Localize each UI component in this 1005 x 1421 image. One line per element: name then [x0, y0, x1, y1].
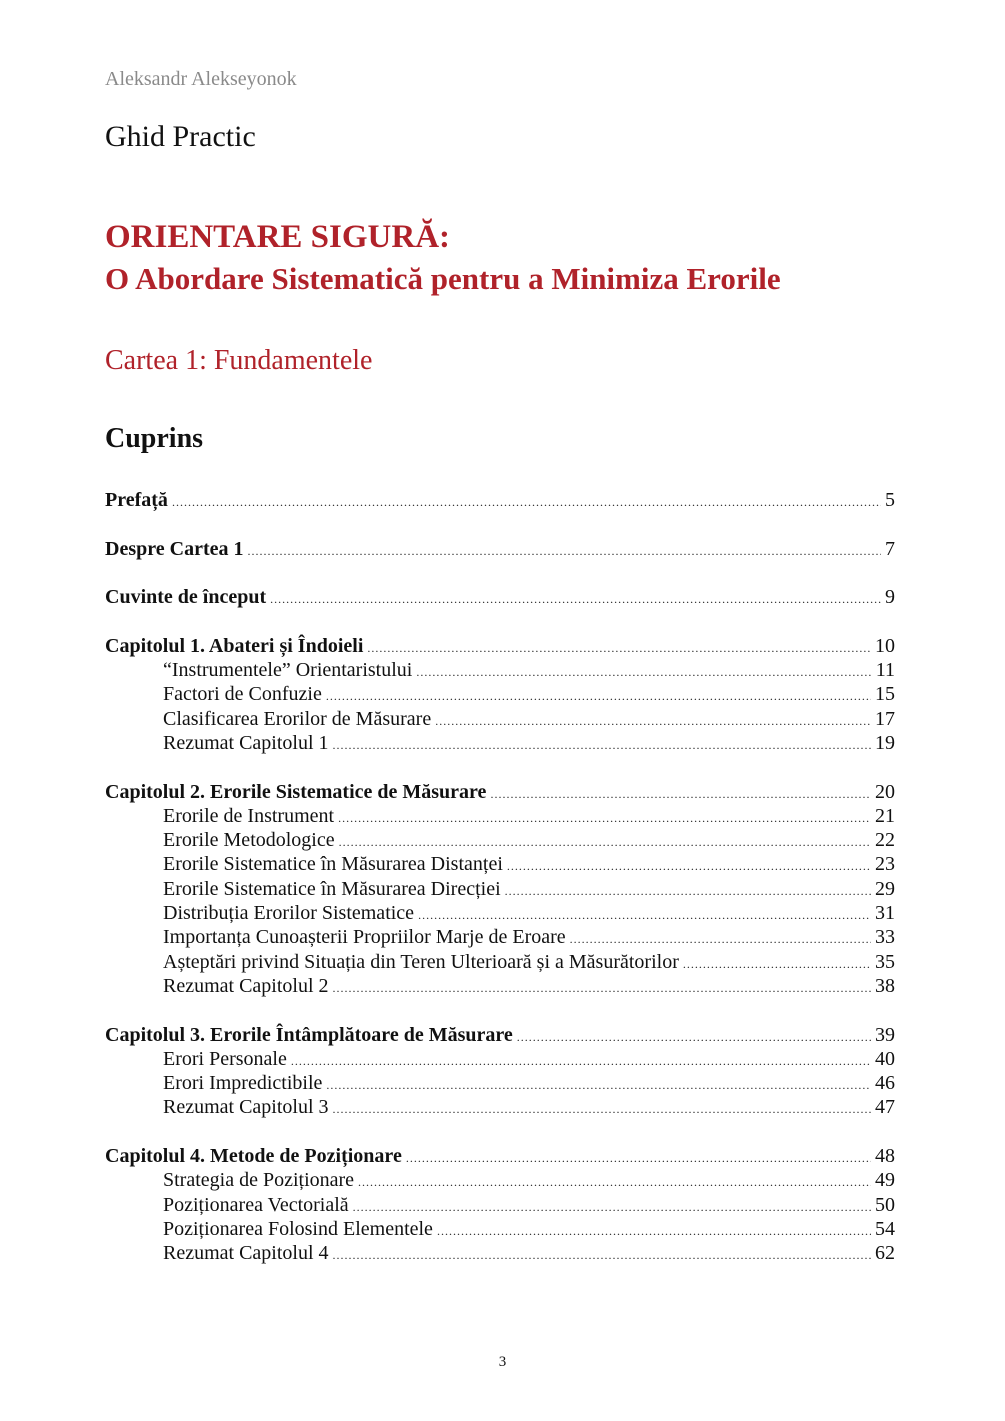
- toc-entry-page: 9: [885, 586, 895, 609]
- toc-section-entry[interactable]: [105, 829, 895, 853]
- toc-section-entry[interactable]: [105, 1169, 895, 1193]
- toc-chapter-entry[interactable]: [105, 1145, 895, 1169]
- toc-entry-page: 7: [885, 537, 895, 560]
- toc-entry-page: 35: [875, 950, 895, 973]
- toc-entry-label: Strategia de Poziționare: [163, 1169, 355, 1192]
- dot-leader: [490, 787, 871, 802]
- toc-entry-page: 21: [875, 804, 895, 827]
- toc-entry-page: 5: [885, 489, 895, 511]
- toc-section-entry[interactable]: [105, 975, 895, 999]
- toc-entry-page: 50: [875, 1193, 895, 1216]
- dot-leader: [338, 811, 871, 826]
- toc-entry-label: Factori de Confuzie: [163, 683, 322, 706]
- toc-entry-label: Cuvinte de început: [105, 586, 267, 609]
- dot-leader: [416, 665, 871, 680]
- toc-section-entry[interactable]: [105, 1072, 895, 1096]
- toc-section-entry[interactable]: [105, 1096, 895, 1120]
- toc-entry-page: 38: [875, 974, 895, 997]
- dot-leader: [570, 932, 871, 947]
- toc-entry-page: 10: [875, 634, 895, 657]
- table-of-contents: [105, 489, 895, 1267]
- toc-entry-label: Importanța Cunoașterii Propriilor Marje de Eroare: [163, 926, 566, 949]
- toc-section-entry[interactable]: [105, 732, 895, 756]
- toc-entry-page: 22: [875, 829, 895, 852]
- toc-entry-page: 20: [875, 780, 895, 803]
- toc-chapter-entry[interactable]: [105, 635, 895, 659]
- document-subtitle: Ghid Practic: [105, 120, 256, 153]
- toc-entry-page: 48: [875, 1145, 895, 1168]
- toc-entry-page: 39: [875, 1023, 895, 1046]
- toc-entry-label: Erorile de Instrument: [163, 804, 335, 827]
- toc-entry-label: Erorile Metodologice: [163, 829, 335, 852]
- toc-entry-label: Rezumat Capitolul 4: [163, 1242, 329, 1265]
- dot-leader: [507, 859, 871, 874]
- toc-entry-page: 19: [875, 731, 895, 754]
- toc-section-entry[interactable]: [105, 926, 895, 950]
- toc-section-entry[interactable]: [105, 1218, 895, 1242]
- toc-entry-label: Erorile Sistematice în Măsurarea Direcției: [163, 877, 501, 900]
- toc-entry-page: 17: [875, 707, 895, 730]
- toc-entry-page: 49: [875, 1169, 895, 1192]
- dot-leader: [358, 1175, 871, 1190]
- toc-entry-label: Rezumat Capitolul 1: [163, 731, 329, 754]
- toc-section-entry[interactable]: [105, 902, 895, 926]
- dot-leader: [517, 1030, 871, 1045]
- toc-section-entry[interactable]: [105, 708, 895, 732]
- toc-section-entry[interactable]: [105, 1194, 895, 1218]
- dot-leader: [435, 714, 871, 729]
- dot-leader: [333, 981, 871, 996]
- toc-section-entry[interactable]: [105, 683, 895, 707]
- toc-entry-page: 40: [875, 1047, 895, 1070]
- toc-entry-label: Erori Personale: [163, 1047, 287, 1070]
- toc-entry-page: 29: [875, 877, 895, 900]
- author-name: Aleksandr Alekseyonok: [105, 68, 297, 90]
- toc-section-entry[interactable]: [105, 878, 895, 902]
- toc-entry-label: Capitolul 1. Abateri și Îndoieli: [105, 634, 364, 657]
- dot-leader: [339, 835, 871, 850]
- toc-entry-page: 11: [875, 659, 895, 682]
- dot-leader: [683, 957, 871, 972]
- toc-entry-page: 54: [875, 1217, 895, 1240]
- toc-section-entry[interactable]: [105, 951, 895, 975]
- book-heading: Cartea 1: Fundamentele: [105, 345, 373, 376]
- toc-section-entry[interactable]: [105, 659, 895, 683]
- toc-entry-label: Rezumat Capitolul 2: [163, 974, 329, 997]
- toc-entry-label: Despre Cartea 1: [105, 537, 244, 560]
- dot-leader: [418, 908, 871, 923]
- toc-entry-label: Erorile Sistematice în Măsurarea Distanței: [163, 853, 503, 876]
- toc-chapter-entry[interactable]: [105, 538, 895, 562]
- toc-entry-page: 62: [875, 1242, 895, 1265]
- toc-entry-label: Poziționarea Vectorială: [163, 1193, 349, 1216]
- toc-entry-label: Capitolul 3. Erorile Întâmplătoare de Măsurare: [105, 1023, 513, 1046]
- dot-leader: [505, 884, 871, 899]
- toc-heading: Cuprins: [105, 423, 204, 454]
- toc-chapter-entry[interactable]: [105, 489, 895, 513]
- toc-entry-label: Poziționarea Folosind Elementele: [163, 1217, 433, 1240]
- toc-entry-label: Capitolul 2. Erorile Sistematice de Măsurare: [105, 780, 487, 803]
- toc-chapter-entry[interactable]: [105, 1024, 895, 1048]
- dot-leader: [353, 1200, 871, 1215]
- dot-leader: [333, 1248, 871, 1263]
- toc-entry-label: Rezumat Capitolul 3: [163, 1096, 329, 1119]
- toc-entry-page: 46: [875, 1072, 895, 1095]
- toc-entry-label: “Instrumentele” Orientaristului: [163, 659, 413, 682]
- toc-entry-page: 33: [875, 926, 895, 949]
- toc-entry-page: 15: [875, 683, 895, 706]
- toc-chapter-entry[interactable]: [105, 586, 895, 610]
- dot-leader: [270, 592, 881, 607]
- toc-entry-label: Clasificarea Erorilor de Măsurare: [163, 707, 432, 730]
- toc-chapter-entry[interactable]: [105, 781, 895, 805]
- toc-entry-page: 31: [875, 902, 895, 925]
- toc-entry-page: 47: [875, 1096, 895, 1119]
- dot-leader: [326, 689, 871, 704]
- toc-section-entry[interactable]: [105, 1048, 895, 1072]
- page-number: 3: [498, 1354, 507, 1370]
- toc-entry-page: 23: [875, 853, 895, 876]
- toc-entry-label: Distribuția Erorilor Sistematice: [163, 902, 415, 925]
- toc-section-entry[interactable]: [105, 805, 895, 829]
- toc-entry-label: Așteptări privind Situația din Teren Ulterioară și a Măsurătorilor: [163, 950, 679, 973]
- toc-entry-label: Capitolul 4. Metode de Poziționare: [105, 1145, 402, 1168]
- toc-section-entry[interactable]: [105, 853, 895, 877]
- toc-section-entry[interactable]: [105, 1242, 895, 1266]
- dot-leader: [326, 1078, 871, 1093]
- toc-entry-label: Erori Impredictibile: [163, 1072, 323, 1095]
- dot-leader: [367, 641, 871, 656]
- dot-leader: [333, 738, 871, 753]
- dot-leader: [291, 1054, 871, 1069]
- dot-leader: [437, 1224, 871, 1239]
- toc-entry-label: Prefață: [105, 489, 168, 511]
- title-line-2: O Abordare Sistematică pentru a Minimiza Erorile: [105, 261, 781, 296]
- dot-leader: [247, 544, 881, 559]
- title-line-1: ORIENTARE SIGURĂ:: [105, 219, 451, 255]
- dot-leader: [406, 1151, 871, 1166]
- dot-leader: [333, 1102, 871, 1117]
- dot-leader: [172, 495, 881, 510]
